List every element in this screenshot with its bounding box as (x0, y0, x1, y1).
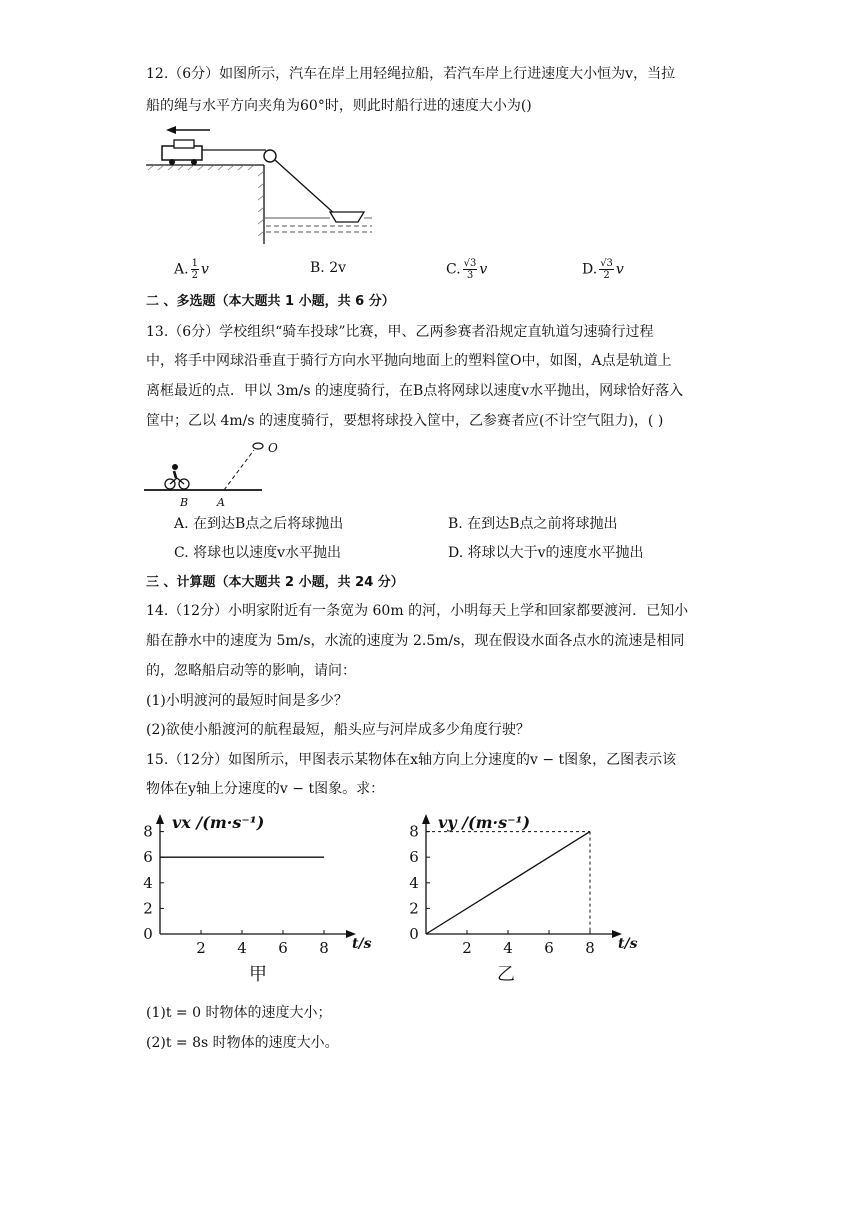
origin-label: 0 (409, 925, 419, 943)
boat (330, 212, 364, 222)
q13-line1: 13.（6分）学校组织“骑车投球”比赛，甲、乙两参赛者沿规定直轨道匀速骑行过程 (146, 324, 654, 340)
section-multi-choice-heading: 二 、多选题（本大题共 1 小题，共 6 分） (146, 294, 395, 309)
bicycle-rider-icon (165, 464, 189, 489)
q12-line2: 船的绳与水平方向夹角为60°时，则此时船行进的速度大小为() (146, 98, 532, 114)
y-tick-label: 2 (143, 899, 153, 918)
q13-line3: 离框最近的点．甲以 3m/s 的速度骑行，在B点将网球以速度v水平抛出，网球恰好落入 (146, 383, 684, 399)
chart-title: 乙 (497, 964, 515, 985)
q13-line4: 筐中；乙以 4m/s 的速度骑行，要想将球投入筐中，乙参赛者应(不计空气阻力)，( ) (146, 413, 664, 429)
x-tick-label: 4 (503, 939, 513, 957)
y-axis-arrow-icon (422, 814, 430, 824)
q13-option-b: B. 在到达B点之前将球抛出 (448, 516, 618, 532)
pulley (264, 150, 276, 162)
x-axis-label: t/s (618, 936, 638, 952)
q12-line1: 12.（6分）如图所示，汽车在岸上用轻绳拉船，若汽车岸上行进速度大小恒为v，当拉 (146, 66, 676, 82)
y-axis-label: vy /(m·s⁻¹) (438, 813, 531, 832)
label-a: A (217, 496, 225, 509)
y-tick-label: 2 (409, 899, 419, 918)
q15-line2: 物体在y轴上分速度的v − t图象。求： (146, 781, 385, 797)
label-o: O (268, 441, 278, 455)
q14-sub1: (1)小明渡河的最短时间是多少？ (146, 693, 348, 709)
arrow-left-icon (166, 126, 210, 134)
q13-line2: 中，将手中网球沿垂直于骑行方向水平抛向地面上的塑料筐O中，如图，A点是轨道上 (146, 353, 672, 369)
q13-option-d: D. 将球以大于v的速度水平抛出 (448, 545, 644, 561)
y-axis-label: vx /(m·s⁻¹) (172, 813, 265, 832)
chart-title: 甲 (249, 964, 267, 985)
chart-jia (140, 806, 380, 986)
q15-line1: 15.（12分）如图所示，甲图表示某物体在x轴方向上分速度的v − t图象，乙图表示该 (146, 752, 677, 768)
x-tick-label: 8 (319, 939, 329, 957)
q12-option-b: B. 2v (310, 260, 347, 276)
section-calculation-heading: 三 、计算题（本大题共 2 小题，共 24 分） (146, 575, 404, 590)
series-line (426, 832, 590, 934)
basket-o (253, 443, 263, 449)
car-boat-figure (146, 126, 376, 246)
q12-option-c: C. $\frac{√3}{3}$ v (446, 258, 488, 281)
y-tick-label: 6 (143, 848, 153, 867)
y-tick-label: 4 (409, 873, 419, 892)
y-tick-label: 8 (143, 822, 153, 841)
y-tick-label: 8 (409, 822, 419, 841)
q13-option-c: C. 将球也以速度v水平抛出 (174, 545, 342, 561)
chart-yi (406, 806, 646, 986)
bike-throw-figure (144, 438, 278, 510)
q12-option-d: D. $\frac{√3}{2}$ v (582, 258, 624, 281)
q14-line3: 的，忽略船启动等的影响，请问： (146, 663, 356, 679)
label-b: B (180, 496, 189, 509)
y-axis-arrow-icon (156, 814, 164, 824)
x-tick-label: 6 (544, 939, 554, 957)
origin-label: 0 (143, 925, 153, 943)
x-axis-label: t/s (352, 936, 372, 952)
y-tick-label: 6 (409, 848, 419, 867)
x-tick-label: 2 (196, 939, 206, 957)
q14-line1: 14.（12分）小明家附近有一条宽为 60m 的河，小明每天上学和回家都要渡河．已知小 (146, 603, 689, 619)
q13-option-a: A. 在到达B点之后将球抛出 (174, 516, 344, 532)
x-tick-label: 2 (462, 939, 472, 957)
q14-sub2: (2)欲使小船渡河的航程最短，船头应与河岸成多少角度行驶？ (146, 722, 530, 738)
x-tick-label: 8 (585, 939, 595, 957)
y-tick-label: 4 (143, 873, 153, 892)
q15-sub1: (1)t = 0 时物体的速度大小； (146, 1005, 332, 1021)
x-tick-label: 6 (278, 939, 288, 957)
q14-line2: 船在静水中的速度为 5m/s，水流的速度为 2.5m/s，现在假设水面各点水的流速是相同 (146, 633, 685, 649)
x-tick-label: 4 (237, 939, 247, 957)
q12-option-a: A. $\frac{1}{2}$ v (174, 258, 209, 281)
q15-sub2: (2)t = 8s 时物体的速度大小。 (146, 1035, 339, 1051)
